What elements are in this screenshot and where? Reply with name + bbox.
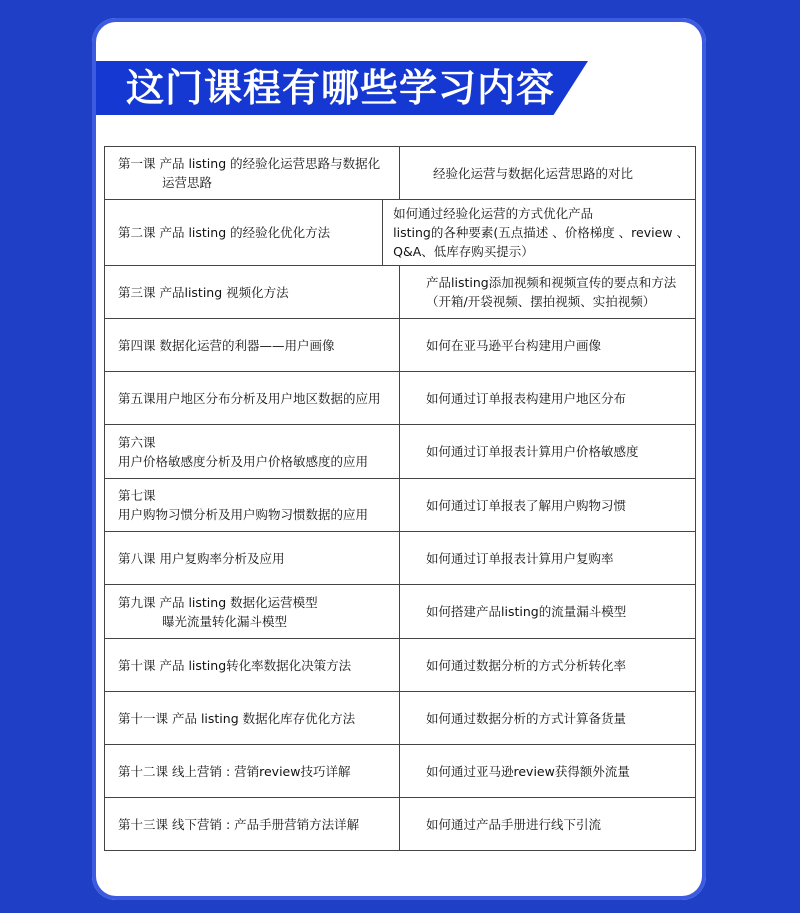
table-row xyxy=(105,692,695,745)
lesson-title: 第九课 产品 listing 数据化运营模型 xyxy=(118,594,318,610)
lesson-content: 如何通过订单报表计算用户复购率 xyxy=(426,550,614,566)
lesson-content: 如何通过亚马逊review获得额外流量 xyxy=(426,763,630,779)
table-row xyxy=(105,147,695,200)
table-row xyxy=(105,479,695,532)
lesson-content-cell xyxy=(400,425,695,478)
lesson-title-cell xyxy=(105,266,400,318)
lesson-title: 第四课 数据化运营的利器——用户画像 xyxy=(118,337,335,353)
lesson-content: 如何通过数据分析的方式计算备货量 xyxy=(426,710,627,726)
lesson-content: （开箱/开袋视频、摆拍视频、实拍视频） xyxy=(426,294,656,309)
lesson-title: 第十一课 产品 listing 数据化库存优化方法 xyxy=(118,710,356,726)
lesson-title-cell xyxy=(105,200,383,265)
lesson-content-cell xyxy=(400,585,695,638)
lesson-title-cell xyxy=(105,425,400,478)
lesson-content-cell xyxy=(400,639,695,691)
lesson-content: listing的各种要素(五点描述 、价格梯度 、review 、 xyxy=(393,225,689,240)
lesson-content: 如何通过订单报表构建用户地区分布 xyxy=(426,390,627,406)
lesson-content-cell xyxy=(383,200,695,265)
table-row xyxy=(105,200,695,266)
lesson-content-cell xyxy=(400,692,695,744)
lesson-content: 如何通过订单报表计算用户价格敏感度 xyxy=(426,444,639,459)
lesson-title: 运营思路 xyxy=(162,175,213,190)
lesson-title-cell xyxy=(105,147,400,199)
lesson-content: 如何通过订单报表了解用户购物习惯 xyxy=(426,497,627,513)
lesson-content-cell xyxy=(400,798,695,850)
lesson-title: 第六课 xyxy=(118,434,156,450)
course-table xyxy=(104,146,696,851)
lesson-title: 第八课 用户复购率分析及应用 xyxy=(118,550,285,566)
lesson-title: 第十课 产品 listing转化率数据化决策方法 xyxy=(118,657,352,673)
lesson-content: 如何通过数据分析的方式分析转化率 xyxy=(426,657,627,673)
lesson-title-cell xyxy=(105,639,400,691)
table-row xyxy=(105,532,695,585)
table-row xyxy=(105,639,695,692)
lesson-title-cell xyxy=(105,532,400,584)
lesson-content-cell xyxy=(400,479,695,531)
lesson-title: 第五课用户地区分布分析及用户地区数据的应用 xyxy=(118,390,381,406)
lesson-title-cell xyxy=(105,319,400,371)
lesson-title: 第二课 产品 listing 的经验化优化方法 xyxy=(118,225,331,240)
lesson-title-cell xyxy=(105,372,400,424)
lesson-title-cell xyxy=(105,585,400,638)
lesson-title: 第一课 产品 listing 的经验化运营思路与数据化 xyxy=(118,156,381,171)
lesson-content-cell xyxy=(400,532,695,584)
lesson-content: 产品listing添加视频和视频宣传的要点和方法 xyxy=(426,275,677,290)
lesson-content-cell xyxy=(400,266,695,318)
table-row xyxy=(105,425,695,479)
lesson-content-cell xyxy=(400,147,695,199)
lesson-content: 如何通过经验化运营的方式优化产品 xyxy=(393,206,594,221)
lesson-title: 第十二课 线上营销 : 营销review技巧详解 xyxy=(118,763,351,779)
table-row xyxy=(105,585,695,639)
lesson-content: 如何搭建产品listing的流量漏斗模型 xyxy=(426,604,627,619)
lesson-title: 用户购物习惯分析及用户购物习惯数据的应用 xyxy=(118,507,369,522)
page-title: 这门课程有哪些学习内容 xyxy=(126,66,556,110)
lesson-title: 曝光流量转化漏斗模型 xyxy=(162,613,288,629)
table-row xyxy=(105,266,695,319)
lesson-title: 第三课 产品listing 视频化方法 xyxy=(118,284,289,300)
lesson-title-cell xyxy=(105,798,400,850)
table-row xyxy=(105,798,695,851)
lesson-title-cell xyxy=(105,745,400,797)
lesson-title: 第七课 xyxy=(118,488,156,503)
lesson-content: 经验化运营与数据化运营思路的对比 xyxy=(433,165,634,181)
lesson-content: 如何在亚马逊平台构建用户画像 xyxy=(426,337,602,353)
table-row xyxy=(105,372,695,425)
lesson-title-cell xyxy=(105,479,400,531)
lesson-content: 如何通过产品手册进行线下引流 xyxy=(426,816,602,832)
table-row xyxy=(105,319,695,372)
lesson-content: Q&A、低库存购买提示） xyxy=(393,244,534,259)
lesson-title-cell xyxy=(105,692,400,744)
lesson-content-cell xyxy=(400,319,695,371)
lesson-title: 第十三课 线下营销 : 产品手册营销方法详解 xyxy=(118,816,360,832)
lesson-content-cell xyxy=(400,745,695,797)
lesson-title: 用户价格敏感度分析及用户价格敏感度的应用 xyxy=(118,453,369,469)
lesson-content-cell xyxy=(400,372,695,424)
table-row xyxy=(105,745,695,798)
